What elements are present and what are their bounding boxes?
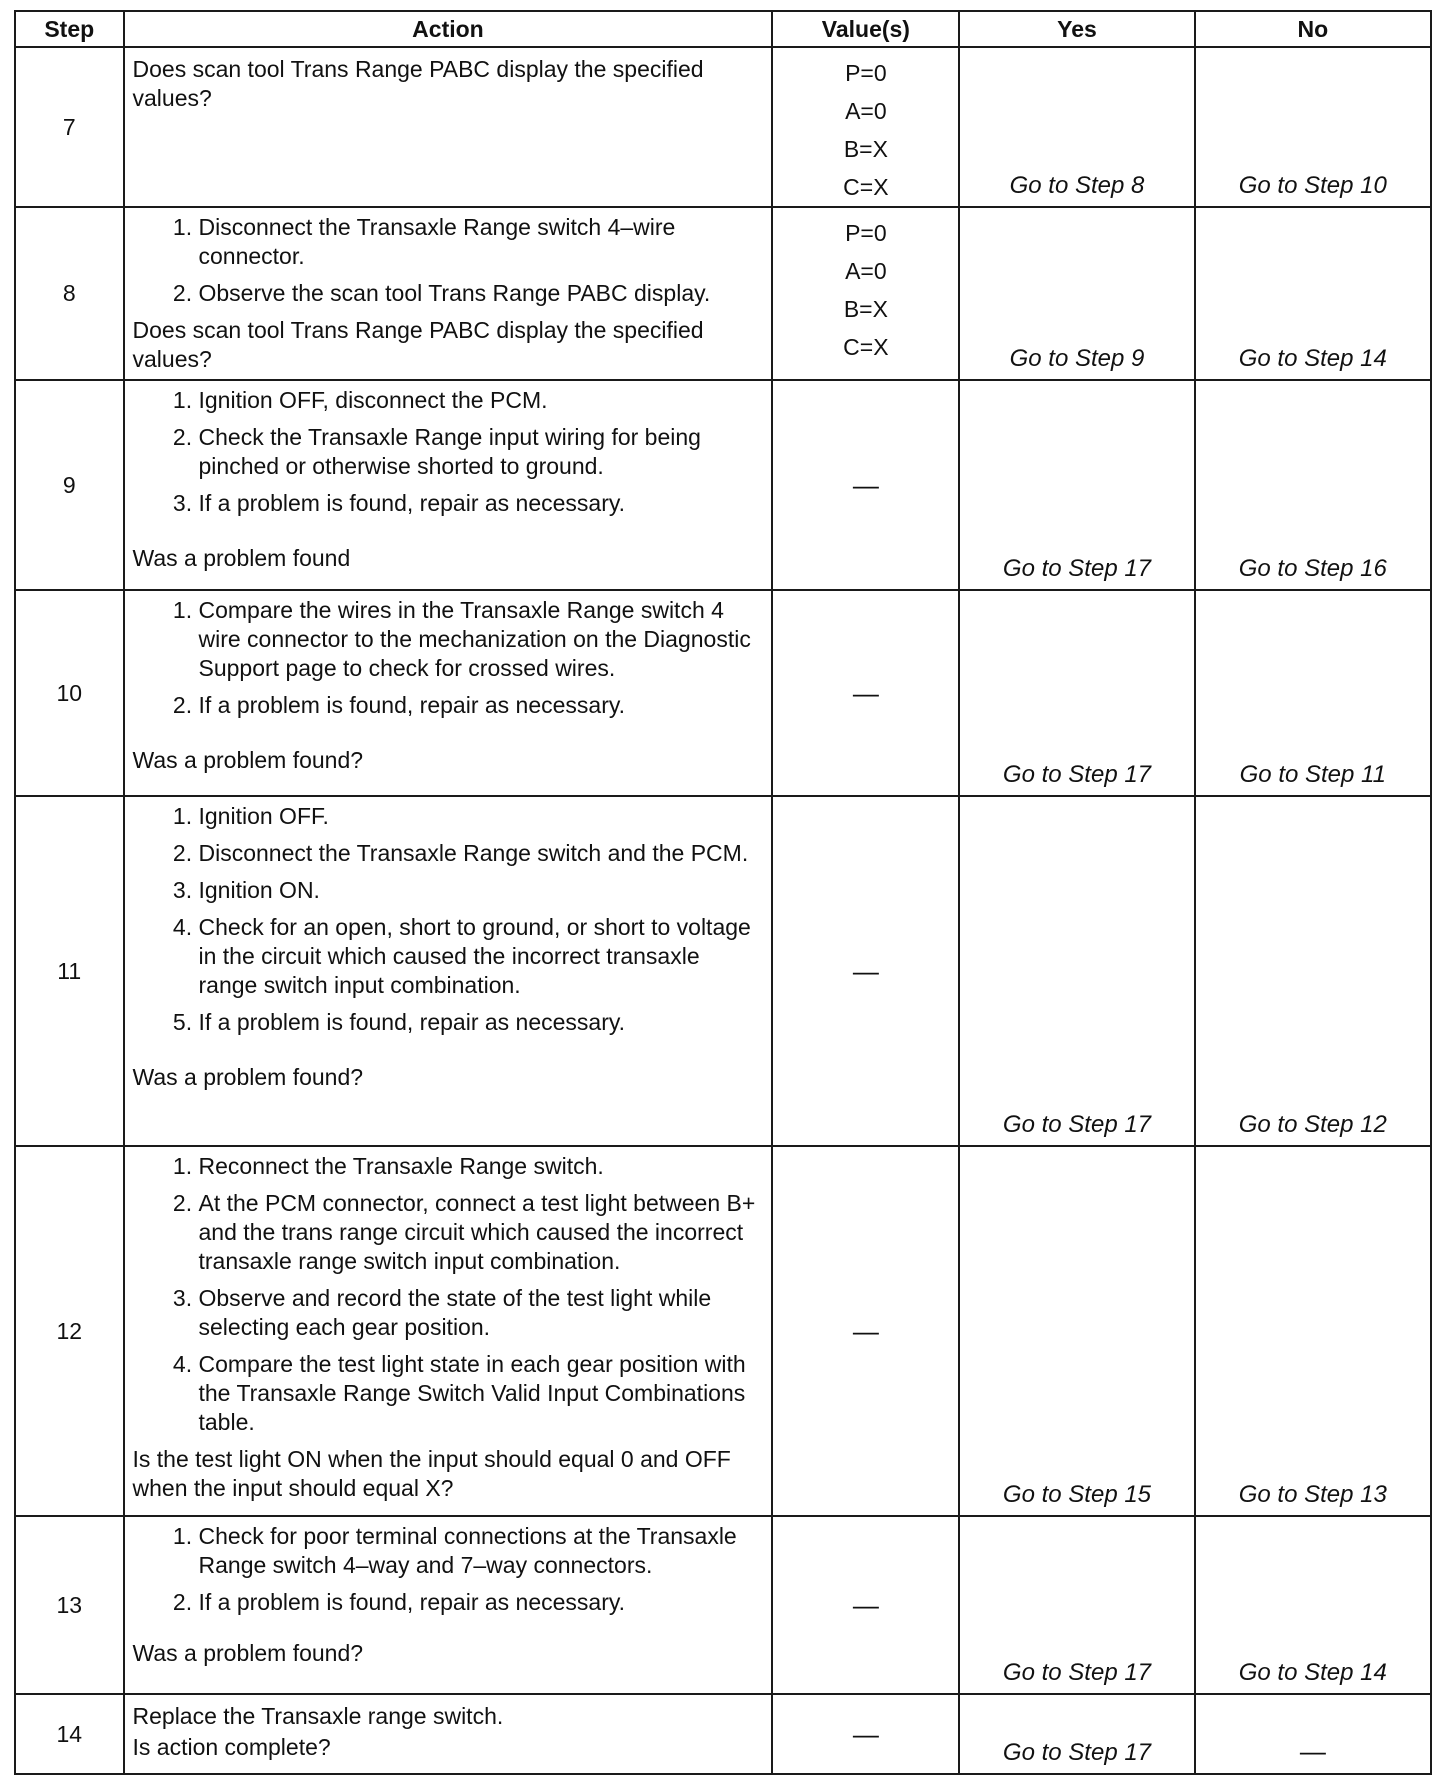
action-step: 2. At the PCM connector, connect a test light between B+ and the trans range circuit which caused the incorrect transaxle range switch input combination. [199, 1189, 764, 1276]
table-row [15, 590, 1431, 796]
action-cell [124, 1516, 773, 1694]
action-question: Does scan tool Trans Range PABC display the specified values? [132, 317, 704, 372]
action-question: Was a problem found? [132, 747, 364, 773]
values-cell [772, 47, 959, 207]
step-number: 13 [15, 1516, 124, 1694]
action-cell [124, 1146, 773, 1516]
table-row [15, 380, 1431, 590]
value-p: P=0 [845, 60, 887, 86]
action-step: 4. Check for an open, short to ground, or short to voltage in the circuit which caused the incorrect transaxle range switch input combination. [199, 913, 764, 1000]
action-step: 3. Observe and record the state of the test light while selecting each gear position. [199, 1284, 764, 1342]
yes-cell: Go to Step 17 [959, 1516, 1194, 1694]
action-cell [124, 590, 773, 796]
step-number: 12 [15, 1146, 124, 1516]
action-step: 1. Ignition OFF, disconnect the PCM. [199, 386, 764, 415]
no-cell: Go to Step 14 [1195, 1516, 1431, 1694]
action-step: 2. Disconnect the Transaxle Range switch and the PCM. [199, 839, 764, 868]
values-dash: — [772, 590, 959, 796]
action-question: Was a problem found? [132, 1064, 364, 1090]
header-values: Value(s) [772, 11, 959, 47]
step-number: 9 [15, 380, 124, 590]
action-question: Was a problem found [132, 545, 351, 571]
action-cell [124, 207, 773, 380]
action-step: 1. Reconnect the Transaxle Range switch. [199, 1152, 764, 1181]
values-cell [772, 207, 959, 380]
action-cell [124, 380, 773, 590]
header-yes: Yes [959, 11, 1194, 47]
action-step: 1. Check for poor terminal connections at the Transaxle Range switch 4–way and 7–way connectors. [199, 1522, 764, 1580]
header-row [15, 11, 1431, 47]
yes-cell: Go to Step 17 [959, 1694, 1194, 1774]
diagnostic-table-page [14, 10, 1432, 1775]
no-cell: Go to Step 14 [1195, 207, 1431, 380]
no-cell: Go to Step 10 [1195, 47, 1431, 207]
diagnostic-table [14, 10, 1432, 1775]
value-a: A=0 [845, 98, 887, 124]
yes-cell: Go to Step 17 [959, 380, 1194, 590]
no-cell: Go to Step 11 [1195, 590, 1431, 796]
action-cell [124, 796, 773, 1146]
table-row [15, 207, 1431, 380]
action-step: 2. If a problem is found, repair as necessary. [199, 691, 764, 720]
step-number: 11 [15, 796, 124, 1146]
action-step: 2. Observe the scan tool Trans Range PABC display. [199, 279, 764, 308]
header-step: Step [15, 11, 124, 47]
action-step: 1. Disconnect the Transaxle Range switch 4–wire connector. [199, 213, 764, 271]
value-c: C=X [843, 334, 889, 360]
values-dash: — [772, 380, 959, 590]
yes-cell: Go to Step 17 [959, 590, 1194, 796]
action-question: Does scan tool Trans Range PABC display the specified values? [132, 56, 704, 111]
yes-cell: Go to Step 17 [959, 796, 1194, 1146]
action-cell [124, 1694, 773, 1774]
action-step: 4. Compare the test light state in each gear position with the Transaxle Range Switch Valid Input Combinations table. [199, 1350, 764, 1437]
values-dash: — [772, 1694, 959, 1774]
no-cell: — [1195, 1694, 1431, 1774]
yes-cell: Go to Step 15 [959, 1146, 1194, 1516]
header-no: No [1195, 11, 1431, 47]
no-cell: Go to Step 12 [1195, 796, 1431, 1146]
step-number: 14 [15, 1694, 124, 1774]
action-question: Is action complete? [132, 1734, 331, 1760]
action-steps [133, 213, 764, 308]
values-dash: — [772, 1516, 959, 1694]
action-steps [133, 1522, 764, 1617]
action-step: 5. If a problem is found, repair as necessary. [199, 1008, 764, 1037]
table-row [15, 1146, 1431, 1516]
value-b: B=X [843, 136, 888, 162]
action-step: 3. If a problem is found, repair as necessary. [199, 489, 764, 518]
yes-cell: Go to Step 9 [959, 207, 1194, 380]
action-step: 1. Ignition OFF. [199, 802, 764, 831]
action-cell [124, 47, 773, 207]
action-question: Was a problem found? [132, 1640, 364, 1666]
value-p: P=0 [845, 220, 887, 246]
value-a: A=0 [845, 258, 887, 284]
no-cell: Go to Step 13 [1195, 1146, 1431, 1516]
no-cell: Go to Step 16 [1195, 380, 1431, 590]
values-dash: — [772, 1146, 959, 1516]
table-row [15, 796, 1431, 1146]
step-number: 7 [15, 47, 124, 207]
header-action: Action [124, 11, 773, 47]
yes-cell: Go to Step 8 [959, 47, 1194, 207]
step-number: 10 [15, 590, 124, 796]
table-row [15, 47, 1431, 207]
value-c: C=X [843, 174, 889, 200]
action-step: 1. Compare the wires in the Transaxle Range switch 4 wire connector to the mechanization on the Diagnostic Support page to check for crossed wires. [199, 596, 764, 683]
action-statement: Replace the Transaxle range switch. [132, 1703, 504, 1729]
values-dash: — [772, 796, 959, 1146]
table-row [15, 1516, 1431, 1694]
value-b: B=X [843, 296, 888, 322]
action-step: 3. Ignition ON. [199, 876, 764, 905]
step-number: 8 [15, 207, 124, 380]
action-steps [133, 386, 764, 518]
action-steps [133, 1152, 764, 1437]
action-steps [133, 802, 764, 1037]
action-step: 2. Check the Transaxle Range input wiring for being pinched or otherwise shorted to ground. [199, 423, 764, 481]
table-row [15, 1694, 1431, 1774]
action-steps [133, 596, 764, 720]
action-question: Is the test light ON when the input should equal 0 and OFF when the input should equal X? [132, 1446, 731, 1501]
action-step: 2. If a problem is found, repair as necessary. [199, 1588, 764, 1617]
